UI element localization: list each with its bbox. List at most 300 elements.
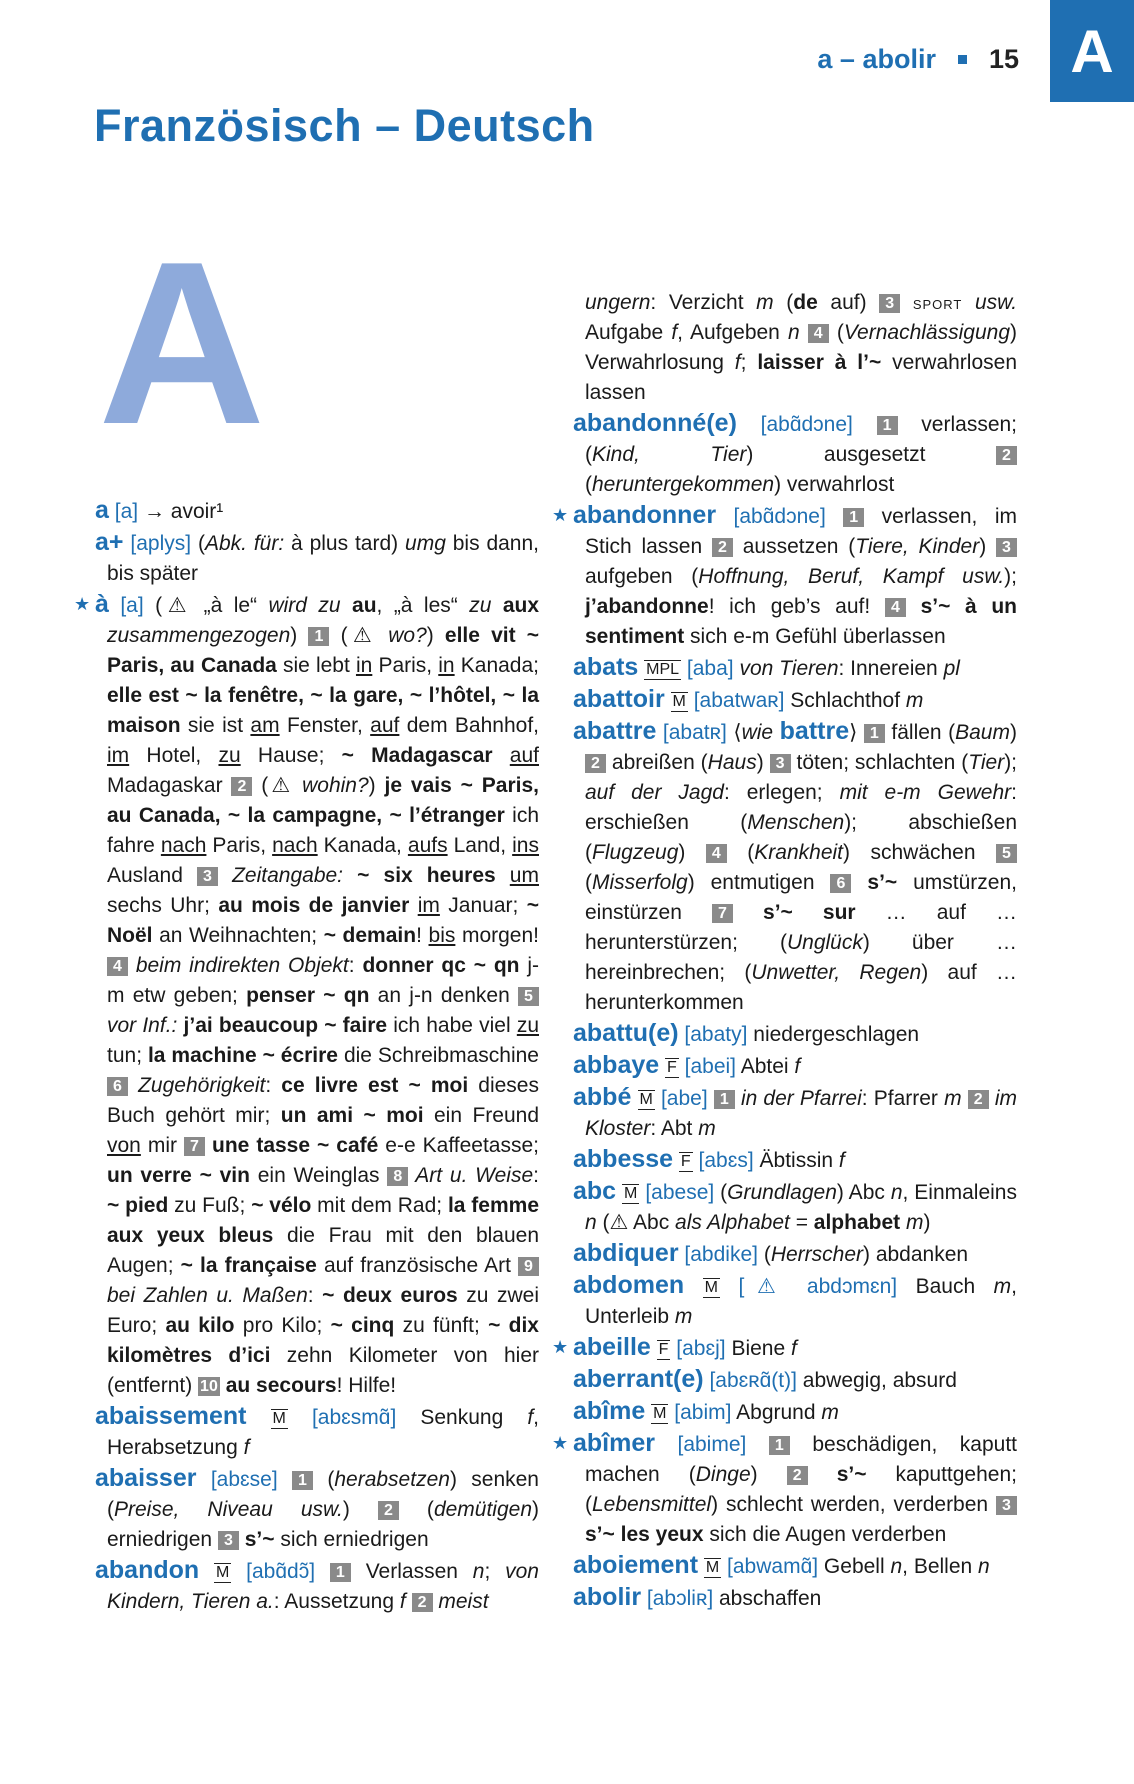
italic-label: m xyxy=(944,1087,962,1110)
separator-square-icon xyxy=(958,55,967,64)
text: : xyxy=(348,954,363,977)
text xyxy=(199,1560,214,1583)
sense-number: 6 xyxy=(830,874,851,893)
italic-label: pl xyxy=(943,657,960,680)
text xyxy=(409,894,417,917)
text xyxy=(231,1560,246,1583)
text: à plus tard) xyxy=(284,532,406,555)
italic-label: f xyxy=(794,1055,801,1078)
phonetic: [abdike] xyxy=(684,1243,758,1266)
text xyxy=(826,505,843,528)
headword: abattre xyxy=(573,717,657,745)
dictionary-entry xyxy=(95,1463,539,1555)
sense-number: 1 xyxy=(714,1090,735,1109)
text xyxy=(109,594,120,617)
underlined-word: aufs xyxy=(407,834,448,857)
dictionary-entry xyxy=(74,589,540,1401)
bold-phrase: elle vit ~ Paris, au Canada xyxy=(107,624,540,677)
underlined-word: zu xyxy=(218,744,241,767)
text: Januar; xyxy=(439,894,527,917)
italic-label: Zugehörigkeit xyxy=(128,1074,266,1097)
text: Senkung xyxy=(396,1406,528,1429)
sense-number: 2 xyxy=(712,538,733,557)
sense-number: 1 xyxy=(308,627,329,646)
text: Kanada; xyxy=(454,654,539,677)
text: tun; xyxy=(107,1044,148,1067)
text xyxy=(196,1468,210,1491)
italic-label: m xyxy=(698,1117,716,1140)
text: morgen! xyxy=(455,924,540,947)
headword: abandonner xyxy=(573,501,717,529)
text xyxy=(853,413,877,436)
bold-phrase: donner qc ~ qn xyxy=(362,954,520,977)
gender-label: M xyxy=(672,693,686,710)
italic-label: m xyxy=(993,1275,1012,1298)
headword: abbaye xyxy=(573,1051,660,1079)
phonetic: [a] xyxy=(114,500,139,523)
sense-number: 2 xyxy=(412,1593,433,1612)
text: ich fahre xyxy=(107,804,539,857)
text xyxy=(733,901,763,924)
text: ich habe viel xyxy=(387,1014,517,1037)
headword: abolir xyxy=(573,1583,642,1611)
text: ein Freund xyxy=(423,1104,540,1127)
sense-number: 4 xyxy=(885,598,906,617)
text: verwahrlosen lassen xyxy=(585,351,1018,404)
italic-label: vor Inf.: xyxy=(107,1014,178,1037)
bold-phrase: s’~ xyxy=(867,871,898,894)
phonetic: [abɑ̃dɔne] xyxy=(733,505,826,528)
gender-label: F xyxy=(680,1153,691,1170)
text: ) xyxy=(678,841,706,864)
text: fällen ( xyxy=(884,721,956,744)
section-title: Französisch – Deutsch xyxy=(94,100,595,151)
headword: abdiquer xyxy=(573,1239,679,1267)
bold-phrase: ~ cinq xyxy=(330,1314,395,1337)
headword: abeille xyxy=(573,1333,651,1361)
italic-label: Krankheit xyxy=(754,841,844,864)
text xyxy=(720,1275,739,1298)
text: ) Verwahrlosung xyxy=(585,321,1017,374)
italic-label: im Kloster xyxy=(585,1087,1017,1140)
italic-label: Unglück xyxy=(786,931,863,954)
sense-number: 9 xyxy=(518,1257,539,1276)
text: ) xyxy=(368,774,385,797)
text: ) abdanken xyxy=(863,1243,969,1266)
italic-label: n xyxy=(787,321,800,344)
text: zu zwei Euro; xyxy=(107,1284,540,1337)
gender-label: M xyxy=(705,1559,720,1576)
gender-label: F xyxy=(658,1341,669,1358)
text: Paris, xyxy=(206,834,273,857)
text: ein Weinglas xyxy=(249,1164,388,1187)
text xyxy=(851,871,867,894)
text: ) senken ( xyxy=(107,1468,539,1521)
underlined-word: im xyxy=(107,744,130,767)
right-column xyxy=(552,288,1018,1614)
sense-number: 3 xyxy=(197,867,218,886)
bold-phrase: alphabet xyxy=(813,1211,901,1234)
text xyxy=(288,1406,312,1429)
text: zehn Kilometer von hier (entfernt) xyxy=(107,1344,539,1397)
text: , Unterleib xyxy=(585,1275,1017,1328)
text xyxy=(246,1406,270,1429)
italic-label: Hoffnung, Beruf, Kampf usw. xyxy=(698,565,1005,588)
italic-label: meist xyxy=(432,1590,489,1613)
bold-phrase: un verre ~ vin xyxy=(107,1164,250,1187)
text: ) schwächen xyxy=(843,841,996,864)
text: die Schreibmaschine xyxy=(338,1044,539,1067)
text: ( xyxy=(585,473,592,496)
phonetic: [abei] xyxy=(684,1055,737,1078)
text: e-e Kaffeetasse; xyxy=(378,1134,540,1157)
underlined-word: bis xyxy=(428,924,456,947)
headword: abbesse xyxy=(573,1145,674,1173)
text xyxy=(278,1468,292,1491)
domain-label: sport xyxy=(912,293,963,313)
text: ) xyxy=(426,624,445,647)
dictionary-entry xyxy=(95,1555,539,1617)
italic-label: in der Pfarrei xyxy=(734,1087,862,1110)
bold-phrase: s’~ à un sentiment xyxy=(585,595,1018,648)
italic-label: als Alphabet xyxy=(675,1211,790,1234)
page-number: 15 xyxy=(988,44,1019,74)
text: Hotel, xyxy=(129,744,219,767)
italic-label: auf der Jagd xyxy=(585,781,724,804)
text: Äbtissin xyxy=(753,1149,839,1172)
text: … auf … herunterstürzen; ( xyxy=(585,901,1017,954)
sense-number: 2 xyxy=(787,1466,808,1485)
dictionary-entry xyxy=(573,684,1017,716)
text: , „à les“ xyxy=(376,594,470,617)
underlined-word: am xyxy=(250,714,280,737)
italic-label: wie xyxy=(741,721,780,744)
text: abwegig, absurd xyxy=(796,1369,957,1392)
italic-label: f xyxy=(734,351,741,374)
italic-label: wo? xyxy=(388,624,427,647)
italic-label: n xyxy=(472,1560,485,1583)
headword: a xyxy=(95,496,109,524)
italic-label: ungern xyxy=(585,291,651,314)
phonetic: [⚠ abdɔmɛn] xyxy=(738,1275,898,1298)
text: ( xyxy=(828,321,844,344)
dictionary-entry xyxy=(573,1550,1017,1582)
text: auf französische Art xyxy=(316,1254,518,1277)
text: sie ist xyxy=(180,714,251,737)
text: sich erniedrigen xyxy=(274,1528,429,1551)
italic-label: umg xyxy=(405,532,446,555)
bold-phrase: elle est ~ la fenêtre, ~ la gare, ~ l’hôtel, ~ la maison xyxy=(107,684,539,737)
sense-number: 3 xyxy=(770,754,791,773)
text: verlassen, im Stich lassen xyxy=(585,505,1017,558)
text xyxy=(684,1275,703,1298)
text: Madagaskar xyxy=(107,774,232,797)
text: ) Abc xyxy=(836,1181,891,1204)
text: ( xyxy=(773,291,794,314)
italic-label: zu xyxy=(469,594,503,617)
gender-label: M xyxy=(653,1405,667,1422)
bold-phrase: je vais ~ Paris, au Canada, ~ la campagne, ~ l’étranger xyxy=(107,774,540,827)
text: : xyxy=(307,1284,323,1307)
text: Abtei xyxy=(736,1055,795,1078)
italic-label: m xyxy=(756,291,774,314)
italic-label: Baum xyxy=(955,721,1010,744)
text: ! xyxy=(416,924,429,947)
dictionary-entry xyxy=(95,1401,539,1463)
italic-label: beim indirekten Objekt xyxy=(128,954,349,977)
text: ) entmutigen xyxy=(687,871,831,894)
text: : Innereien xyxy=(838,657,944,680)
italic-label: Tier xyxy=(968,751,1005,774)
text: : Verzicht xyxy=(650,291,757,314)
text: ) xyxy=(979,535,996,558)
sense-number: 1 xyxy=(769,1436,790,1455)
bold-phrase: la machine ~ écrire xyxy=(147,1044,338,1067)
underlined-word: von xyxy=(107,1134,141,1157)
dictionary-entry xyxy=(552,1332,1017,1364)
underlined-word: nach xyxy=(272,834,318,857)
text xyxy=(746,1433,769,1456)
text: , Herabsetzung xyxy=(107,1406,540,1459)
dictionary-entry xyxy=(573,1144,1017,1176)
bold-phrase: s’~ les yeux xyxy=(585,1523,704,1546)
italic-label: m xyxy=(906,1211,924,1234)
dictionary-entry xyxy=(552,500,1018,652)
sense-number: 7 xyxy=(712,904,733,923)
italic-label: f xyxy=(243,1436,250,1459)
phonetic: [abime] xyxy=(677,1433,747,1456)
text: ) xyxy=(756,751,770,774)
text xyxy=(800,321,808,344)
text: ) auf … herunterkommen xyxy=(585,961,1017,1014)
sense-number: 10 xyxy=(200,1378,218,1395)
section-letter-tab: A xyxy=(1050,0,1134,102)
headword: abîme xyxy=(573,1397,646,1425)
text: niedergeschlagen xyxy=(747,1023,920,1046)
underlined-word: um xyxy=(509,864,539,887)
text xyxy=(655,1433,678,1456)
text: ) über … hereinbrechen; ( xyxy=(585,931,1017,984)
headword: a+ xyxy=(95,528,124,556)
text: j-m etw geben; xyxy=(107,954,540,1007)
text: : Abt xyxy=(650,1117,699,1140)
italic-label: Preise, Niveau usw. xyxy=(114,1498,343,1521)
text: ) ausgesetzt xyxy=(746,443,996,466)
running-head-range: a – abolir xyxy=(817,44,936,74)
headword: abaissement xyxy=(95,1402,247,1430)
italic-label: Grundlagen xyxy=(727,1181,837,1204)
dictionary-entry xyxy=(573,1082,1017,1144)
text: : xyxy=(533,1164,539,1187)
bold-phrase: ~ deux euros xyxy=(322,1284,458,1307)
text: ) schlecht werden, verderben xyxy=(711,1493,996,1516)
phonetic: [abaty] xyxy=(684,1023,748,1046)
gender-label: F xyxy=(667,1059,677,1076)
text: mit dem Rad; xyxy=(311,1194,448,1217)
star-icon: ★ xyxy=(552,1337,569,1357)
phonetic: [abwamɑ̃] xyxy=(727,1555,819,1578)
text: , Einmaleins xyxy=(902,1181,1017,1204)
italic-label: f xyxy=(791,1337,797,1360)
dictionary-entry xyxy=(573,408,1017,500)
dictionary-entry xyxy=(573,1176,1017,1238)
text: die Frau mit den blauen Augen; xyxy=(107,1224,540,1277)
bold-phrase: un ami ~ moi xyxy=(280,1104,424,1127)
bold-phrase: la femme aux yeux bleus xyxy=(107,1194,539,1247)
text: Aufgabe xyxy=(585,321,672,344)
sense-number: 3 xyxy=(996,538,1017,557)
italic-label: n xyxy=(585,1211,597,1234)
headword: abattu(e) xyxy=(573,1019,679,1047)
sense-number: 1 xyxy=(864,724,885,743)
bold-phrase: au secours xyxy=(225,1374,337,1397)
entry-continuation xyxy=(573,288,1017,408)
text: abschaffen xyxy=(713,1587,822,1610)
text: (⚠ xyxy=(329,624,389,647)
text: : erlegen; xyxy=(723,781,840,804)
text: ) xyxy=(923,1211,931,1234)
text: zu Fuß; xyxy=(168,1194,252,1217)
text: Ausland xyxy=(107,864,197,887)
italic-label: Tiere, Kinder xyxy=(855,535,980,558)
text: zu fünft; xyxy=(394,1314,489,1337)
text: (⚠ Abc xyxy=(596,1211,676,1234)
text: ⟩ xyxy=(849,721,864,744)
text: pro Kilo; xyxy=(234,1314,331,1337)
text xyxy=(493,744,510,767)
dictionary-entry xyxy=(573,1582,1017,1614)
headword: abats xyxy=(573,653,639,681)
italic-label: von Kindern, Tieren a. xyxy=(107,1560,539,1613)
sense-number: 2 xyxy=(968,1090,989,1109)
big-initial-letter: A xyxy=(98,214,266,473)
text: ) verwahrlost xyxy=(774,473,895,496)
italic-label: demütigen xyxy=(433,1498,533,1521)
text: ); abschießen ( xyxy=(585,811,1017,864)
text xyxy=(716,505,733,528)
bold-phrase: ~ demain xyxy=(323,924,417,947)
bold-phrase: ce livre est ~ moi xyxy=(281,1074,469,1097)
text: ( xyxy=(585,871,592,894)
text: sich die Augen verderben xyxy=(703,1523,947,1546)
text: an Weihnachten; xyxy=(152,924,324,947)
sense-number: 4 xyxy=(808,324,829,343)
sense-number: 2 xyxy=(585,754,606,773)
bold-phrase: une tasse ~ café xyxy=(212,1134,379,1157)
text: bis dann, bis später xyxy=(107,532,539,585)
headword: abandonné(e) xyxy=(573,409,737,437)
phonetic: [aplys] xyxy=(130,532,192,555)
text: ! ich geb’s auf! xyxy=(708,595,885,618)
dictionary-entry xyxy=(552,1428,1017,1550)
text xyxy=(906,595,921,618)
phonetic: [a] xyxy=(120,594,144,617)
text: auf) xyxy=(817,291,880,314)
text: Kanada, xyxy=(317,834,408,857)
phonetic: [abɛs] xyxy=(698,1149,754,1172)
phonetic: [abɑ̃dɔne] xyxy=(760,413,853,436)
gender-label: M xyxy=(624,1185,638,1202)
text: ) xyxy=(290,624,309,647)
text: ( xyxy=(714,1181,728,1204)
gender-label: M xyxy=(216,1564,230,1581)
phonetic: [abɔliʀ] xyxy=(646,1587,714,1610)
italic-label: f xyxy=(527,1406,534,1429)
text xyxy=(343,864,357,887)
bold-phrase: au mois de janvier xyxy=(218,894,410,917)
sense-number: 1 xyxy=(292,1471,313,1490)
sense-number: 1 xyxy=(330,1563,351,1582)
bold-phrase: ~ dix kilomètres d’ici xyxy=(107,1314,539,1367)
sense-number: 3 xyxy=(879,294,900,313)
text: ; xyxy=(484,1560,506,1583)
sense-number: 2 xyxy=(996,446,1017,465)
italic-label: n xyxy=(890,1555,903,1578)
sense-number: 5 xyxy=(996,844,1017,863)
bold-phrase: s’~ xyxy=(836,1463,867,1486)
text xyxy=(496,864,510,887)
italic-label: Menschen xyxy=(747,811,845,834)
dictionary-entry xyxy=(573,1238,1017,1270)
italic-label: Abk. für: xyxy=(204,532,285,555)
text: ! Hilfe! xyxy=(336,1374,397,1397)
text: Hause; xyxy=(240,744,342,767)
italic-label: von Tieren xyxy=(733,657,839,680)
text: beschädigen, kaputt machen ( xyxy=(585,1433,1017,1486)
phonetic: [abatwaʀ] xyxy=(693,689,785,712)
text: sich e-m Gefühl überlassen xyxy=(684,625,946,648)
sense-number: 5 xyxy=(518,987,539,1006)
phonetic: [abɛse] xyxy=(210,1468,278,1491)
italic-label: f xyxy=(671,321,678,344)
bold-phrase: au xyxy=(352,594,377,617)
gender-label: MPL xyxy=(646,661,680,678)
text: ⟨ xyxy=(726,721,742,744)
italic-label: heruntergekommen xyxy=(592,473,775,496)
text: ( xyxy=(757,1243,771,1266)
text: Fenster, xyxy=(279,714,371,737)
text: : erschießen ( xyxy=(585,781,1017,834)
text: = xyxy=(789,1211,814,1234)
dictionary-entry xyxy=(573,1270,1017,1332)
underlined-word: in xyxy=(438,654,455,677)
italic-label: Art u. Weise xyxy=(408,1164,534,1187)
sense-number: 2 xyxy=(378,1501,399,1520)
dictionary-entry xyxy=(95,527,539,589)
italic-label: Flugzeug xyxy=(592,841,679,864)
phonetic: [abese] xyxy=(645,1181,715,1204)
text xyxy=(205,1134,212,1157)
text: Paris, xyxy=(372,654,439,677)
sense-number: 7 xyxy=(184,1137,205,1156)
bold-phrase: s’~ sur xyxy=(763,901,856,924)
underlined-word: zu xyxy=(516,1014,539,1037)
sense-number: 1 xyxy=(877,416,898,435)
underlined-word: nach xyxy=(160,834,207,857)
headword: abbé xyxy=(573,1083,632,1111)
italic-label: m xyxy=(905,689,924,712)
italic-label: Herrscher xyxy=(770,1243,863,1266)
italic-label: Dinge xyxy=(695,1463,751,1486)
text: dem Bahnhof, xyxy=(399,714,539,737)
bold-phrase: aux xyxy=(502,594,540,617)
text: Abgrund xyxy=(731,1401,822,1424)
bold-phrase: laisser à l’~ xyxy=(757,351,882,374)
text: abreißen ( xyxy=(606,751,708,774)
underlined-word: in xyxy=(355,654,373,677)
text: ) xyxy=(342,1498,378,1521)
italic-label: wohin? xyxy=(302,774,369,797)
